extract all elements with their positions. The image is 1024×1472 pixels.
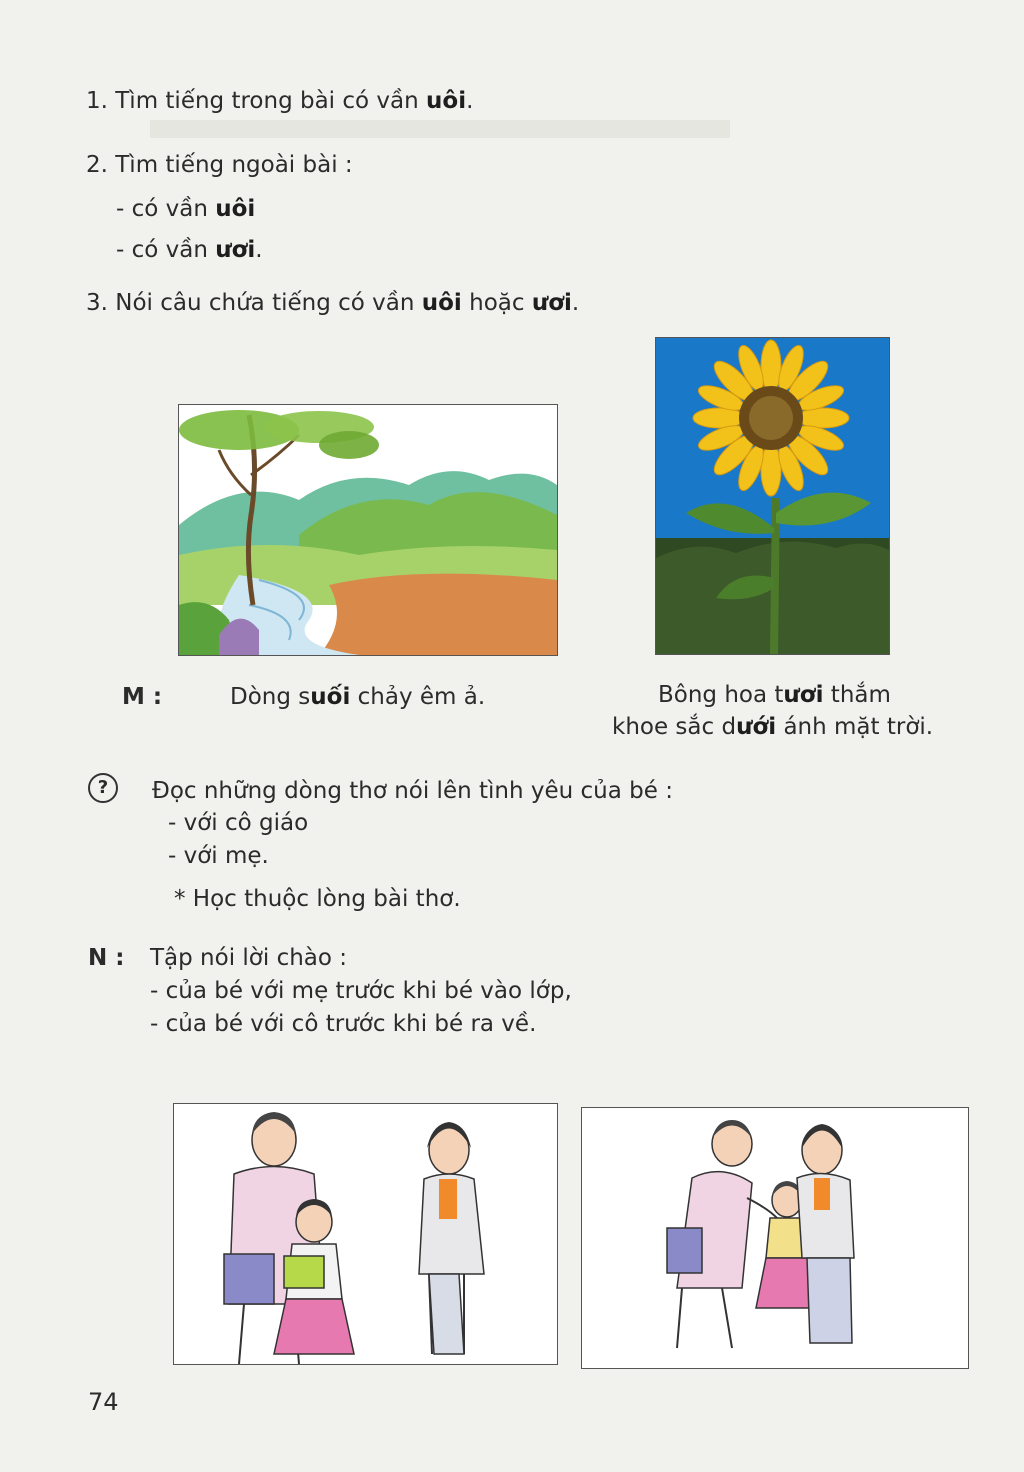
speaking-line-2: - của bé với mẹ trước khi bé vào lớp, (150, 978, 572, 1004)
page-number: 74 (88, 1388, 119, 1416)
example-right-sentence-line1: Bông hoa tươi thắm (658, 682, 891, 708)
exercise-2a: - có vần uôi (116, 196, 256, 222)
question-line-4: * Học thuộc lòng bài thơ. (174, 886, 461, 912)
exercise-2: 2. Tìm tiếng ngoài bài : (86, 152, 353, 178)
sunflower-photo (655, 337, 890, 655)
question-line-3: - với mẹ. (168, 843, 269, 869)
speaking-line-3: - của bé với cô trước khi bé ra về. (150, 1011, 537, 1037)
speaking-label: N : (88, 945, 125, 971)
greeting-teacher-illustration (581, 1107, 969, 1369)
question-line-2: - với cô giáo (168, 810, 309, 836)
question-icon: ? (88, 773, 118, 803)
stream-landscape-illustration (178, 404, 558, 656)
example-right-sentence-line2: khoe sắc dưới ánh mặt trời. (612, 714, 934, 740)
exercise-3: 3. Nói câu chứa tiếng có vần uôi hoặc ươi. (86, 290, 580, 316)
greeting-mother-illustration (173, 1103, 558, 1365)
exercise-2b: - có vần ươi. (116, 237, 263, 263)
example-label: M : (122, 684, 163, 710)
speaking-line-1: Tập nói lời chào : (150, 945, 348, 971)
example-left-sentence: Dòng suối chảy êm ả. (230, 684, 486, 710)
exercise-1: 1. Tìm tiếng trong bài có vần uôi. (86, 88, 474, 114)
question-line-1: Đọc những dòng thơ nói lên tình yêu của bé : (152, 778, 673, 804)
